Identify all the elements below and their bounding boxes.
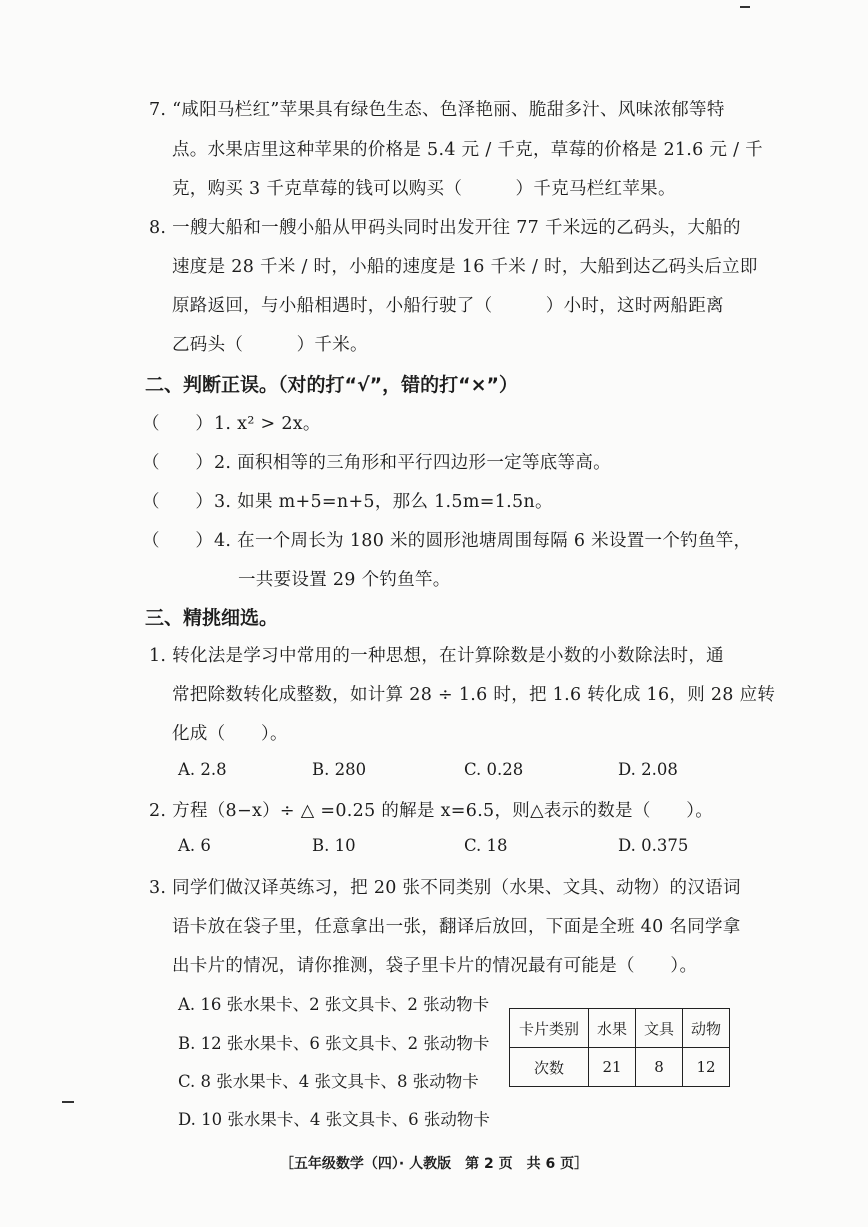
tf-item-4-cont: 一共要设置 29 个钓鱼竿。 xyxy=(238,570,451,590)
table-cell: 8 xyxy=(636,1048,683,1087)
scan-mark xyxy=(62,1101,74,1103)
q8-line-4: 乙码头（ ）千米。 xyxy=(172,335,368,355)
mc-q1-line-3: 化成（ ）。 xyxy=(172,724,288,744)
table-header-cell: 卡片类别 xyxy=(510,1009,589,1048)
mc-q2-option-d: D. 0.375 xyxy=(618,836,689,855)
table-cell: 次数 xyxy=(510,1048,589,1087)
mc-q3-option-b: B. 12 张水果卡、6 张文具卡、2 张动物卡 xyxy=(178,1034,490,1053)
tf-item-1: 1. x² > 2x。 xyxy=(214,414,321,434)
mc-q1-line-1: 1. 转化法是学习中常用的一种思想，在计算除数是小数的小数除法时，通 xyxy=(149,646,724,666)
section3-heading: 三、精挑细选。 xyxy=(145,607,279,629)
q7-line-1: 7. “咸阳马栏红”苹果具有绿色生态、色泽艳丽、脆甜多汁、风味浓郁等特 xyxy=(149,100,725,120)
mc-q2-option-b: B. 10 xyxy=(312,836,356,855)
tf-paren-2: （ ） xyxy=(142,453,214,473)
mc-q3-line-3: 出卡片的情况，请你推测，袋子里卡片的情况最有可能是（ ）。 xyxy=(172,956,698,976)
tf-item-2: 2. 面积相等的三角形和平行四边形一定等底等高。 xyxy=(214,453,611,473)
table-header-cell: 水果 xyxy=(589,1009,636,1048)
mc-q1-option-a: A. 2.8 xyxy=(178,760,227,779)
mc-q1-line-2: 常把除数转化成整数，如计算 28 ÷ 1.6 时，把 1.6 转化成 16，则 28 应转 xyxy=(172,685,776,705)
tf-paren-1: （ ） xyxy=(142,414,214,434)
q8-line-1: 8. 一艘大船和一艘小船从甲码头同时出发开往 77 千米远的乙码头，大船的 xyxy=(149,218,741,238)
mc-q3-option-d: D. 10 张水果卡、4 张文具卡、6 张动物卡 xyxy=(178,1110,490,1129)
mc-q2: 2. 方程（8−x）÷ △ =0.25 的解是 x=6.5，则△表示的数是（ ）。 xyxy=(149,801,714,821)
mc-q3-option-a: A. 16 张水果卡、2 张文具卡、2 张动物卡 xyxy=(178,995,490,1014)
page-footer: ［五年级数学（四）· 人教版 第 2 页 共 6 页］ xyxy=(279,1156,589,1172)
tf-item-3: 3. 如果 m+5=n+5，那么 1.5m=1.5n。 xyxy=(214,492,553,512)
q7-line-2: 点。水果店里这种苹果的价格是 5.4 元 / 千克，草莓的价格是 21.6 元 / 千 xyxy=(172,140,763,160)
table-header-cell: 文具 xyxy=(636,1009,683,1048)
tf-paren-4: （ ） xyxy=(142,531,214,551)
table-cell: 21 xyxy=(589,1048,636,1087)
mc-q3-option-c: C. 8 张水果卡、4 张文具卡、8 张动物卡 xyxy=(178,1072,479,1091)
mc-q1-option-b: B. 280 xyxy=(312,760,367,779)
scan-mark xyxy=(740,6,750,8)
mc-q3-line-1: 3. 同学们做汉译英练习，把 20 张不同类别（水果、文具、动物）的汉语词 xyxy=(149,878,741,898)
mc-q1-option-d: D. 2.08 xyxy=(618,760,678,779)
mc-q1-option-c: C. 0.28 xyxy=(464,760,524,779)
mc-q2-option-c: C. 18 xyxy=(464,836,508,855)
table-header-row xyxy=(510,1009,730,1048)
q8-line-3: 原路返回，与小船相遇时，小船行驶了（ ）小时，这时两船距离 xyxy=(172,296,724,316)
table-cell: 12 xyxy=(683,1048,730,1087)
mc-q2-option-a: A. 6 xyxy=(178,836,211,855)
table-header-cell: 动物 xyxy=(683,1009,730,1048)
tf-item-4: 4. 在一个周长为 180 米的圆形池塘周围每隔 6 米设置一个钓鱼竿， xyxy=(214,531,752,551)
section2-heading: 二、判断正误。（对的打“√”，错的打“×”） xyxy=(145,374,519,396)
tf-paren-3: （ ） xyxy=(142,492,214,512)
table-row xyxy=(510,1048,730,1087)
q8-line-2: 速度是 28 千米 / 时，小船的速度是 16 千米 / 时，大船到达乙码头后立即 xyxy=(172,257,758,277)
q7-line-3: 克，购买 3 千克草莓的钱可以购买（ ）千克马栏红苹果。 xyxy=(172,179,676,199)
card-count-table xyxy=(509,1008,730,1087)
mc-q3-line-2: 语卡放在袋子里，任意拿出一张，翻译后放回，下面是全班 40 名同学拿 xyxy=(172,917,741,937)
